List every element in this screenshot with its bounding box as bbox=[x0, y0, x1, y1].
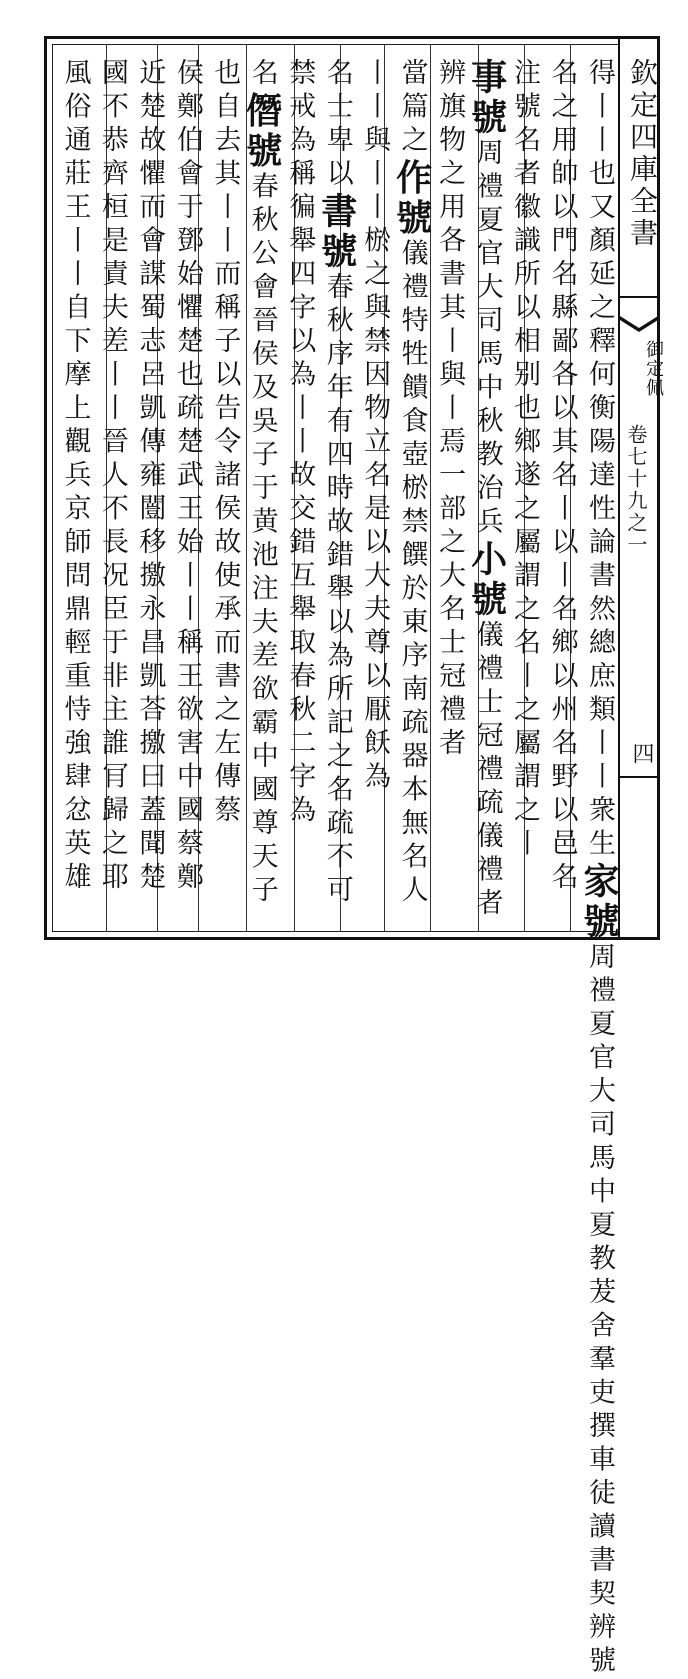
column-text: 禁戒為稱 bbox=[284, 58, 316, 192]
column-text: 周禮夏官大司馬中秋教治兵 bbox=[471, 138, 503, 540]
entry-heading: 書號 bbox=[315, 192, 358, 272]
column-text: 春秋序年有四時故錯舉以為所記之名疏不可 bbox=[321, 272, 353, 909]
page-number: 四 bbox=[629, 742, 654, 764]
fish-tail-mark bbox=[620, 316, 658, 332]
text-column bbox=[168, 58, 205, 930]
text-column bbox=[431, 58, 468, 930]
column-text: 周禮夏官大司馬中夏教茇舍羣吏撰車徒讀書契辨號 bbox=[583, 942, 615, 1679]
column-text: 名士卑以 bbox=[321, 58, 353, 192]
column-text: 名 bbox=[246, 58, 278, 92]
column-text: 注號名者徽識所以相别也鄉遂之屬謂之名丨之屬謂之丨 bbox=[509, 58, 541, 862]
entry-heading: 家號 bbox=[577, 862, 620, 942]
column-text: 當篇之 bbox=[396, 58, 428, 159]
text-column bbox=[56, 58, 93, 930]
entry-heading: 作號 bbox=[390, 158, 433, 239]
column-text: 儀禮特牲饋食壺棜禁饌於東序南疏器本無名人 bbox=[396, 238, 428, 909]
text-column bbox=[131, 58, 168, 930]
entry-heading: 事號 bbox=[465, 58, 508, 138]
book-title: 御定佩 bbox=[643, 340, 664, 397]
text-column bbox=[240, 58, 283, 930]
column-text: 辨旗物之用各書其丨與丨焉一部之大名士冠禮者 bbox=[434, 58, 466, 762]
volume-label: 卷七十九之一 bbox=[624, 424, 648, 556]
band-divider-top bbox=[618, 296, 660, 298]
text-column bbox=[577, 58, 620, 1679]
column-text: 名之用帥以門名縣鄙各以其名丨以丨名鄉以州名野以邑名 bbox=[546, 58, 578, 896]
column-text: 春秋公會晉侯及吳子于黄池注夫差欲霸中國尊天子 bbox=[246, 171, 278, 909]
column-text: 自去其丨丨而稱子以告令諸侯故使承而書之左傳蔡 bbox=[209, 91, 241, 829]
column-text: 近楚故懼而會謀蜀志呂凱傳雍闓移撽永昌凱荅撽曰蓋聞楚 bbox=[134, 58, 166, 896]
text-column bbox=[281, 58, 318, 930]
column-text: 國不恭齊桓是責夫差丨丨晉人不長况臣于非主誰肎歸之耶 bbox=[96, 58, 128, 896]
column-text: 徧舉四字以為丨丨故交錯互舉取春秋二字為 bbox=[284, 192, 316, 829]
column-text: 丨丨與丨丨棜之與禁因物立名是以大夫尊以厭飫為 bbox=[359, 58, 391, 795]
text-column bbox=[390, 58, 433, 930]
text-column bbox=[506, 58, 543, 930]
column-text: 風俗通莊王丨丨自下摩上觀兵京師問鼎輕重恃強肆忿英雄 bbox=[59, 58, 91, 896]
column-text: 侯鄭伯會于鄧始懼楚也疏楚武王始丨丨稱王欲害中國蔡鄭 bbox=[171, 58, 203, 896]
column-text: 儀禮士冠禮疏儀禮者 bbox=[471, 620, 503, 922]
text-column bbox=[315, 58, 358, 930]
entry-heading: 小號 bbox=[465, 540, 508, 620]
text-column bbox=[93, 58, 130, 930]
text-column bbox=[543, 58, 580, 930]
entry-heading: 僭號 bbox=[240, 91, 283, 172]
column-text: 得丨丨也又顏延之釋何衡陽達性論書然總庶類丨丨衆生 bbox=[583, 58, 615, 862]
text-column bbox=[356, 58, 393, 930]
column-text: 也 bbox=[209, 58, 241, 92]
library-title: 欽定四庫全書 bbox=[626, 58, 659, 250]
band-divider-bottom bbox=[618, 776, 660, 778]
text-column bbox=[206, 58, 243, 930]
text-column bbox=[465, 58, 508, 930]
